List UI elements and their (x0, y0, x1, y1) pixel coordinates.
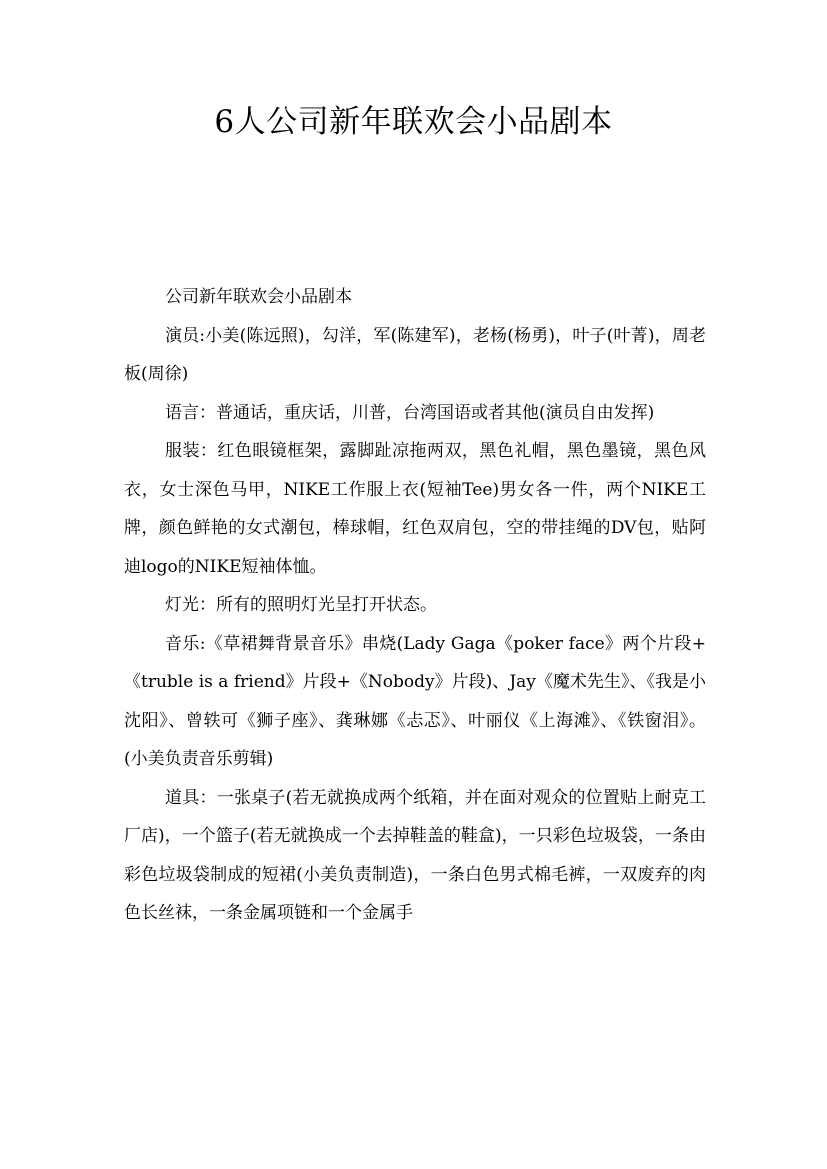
paragraph-language: 语言：普通话，重庆话，川普，台湾国语或者其他(演员自由发挥) (165, 402, 655, 423)
document-body (124, 278, 706, 933)
paragraph-lighting: 灯光：所有的照明灯光呈打开状态。 (165, 595, 437, 615)
paragraph-cast: 演员:小美(陈远照)，勾洋，军(陈建军)，老杨(杨勇)，叶子(叶菁)，周老板(周徐) (124, 325, 706, 384)
paragraph-music: 音乐:《草裙舞背景音乐》串烧(Lady Gaga《poker face》两个片段+《truble is a friend》片段+《Nobody》片段)、Jay《魔术先生》、《我是小沈阳》、曾轶可《狮子座》、龚琳娜《忐忑》、叶丽仪《上海滩》、《铁窗泪》。(小美负责音乐剪辑) (124, 633, 706, 769)
paragraph-heading: 公司新年联欢会小品剧本 (165, 287, 352, 307)
document-title: 6人公司新年联欢会小品剧本 (214, 104, 613, 140)
paragraph-costume: 服装：红色眼镜框架，露脚趾凉拖两双，黑色礼帽，黑色墨镜，黑色风衣，女士深色马甲，NIKE工作服上衣(短袖Tee)男女各一件，两个NIKE工牌，颜色鲜艳的女式潮包，棒球帽，红色双肩包，空的带挂绳的DV包，贴阿迪logo的NIKE短袖体恤。 (124, 441, 706, 577)
paragraph-props: 道具：一张桌子(若无就换成两个纸箱，并在面对观众的位置贴上耐克工厂店)，一个篮子(若无就换成一个去掉鞋盖的鞋盒)，一只彩色垃圾袋，一条由彩色垃圾袋制成的短裙(小美负责制造)，一条白色男式棉毛裤，一双废弃的肉色长丝袜，一条金属项链和一个金属手 (124, 787, 706, 923)
